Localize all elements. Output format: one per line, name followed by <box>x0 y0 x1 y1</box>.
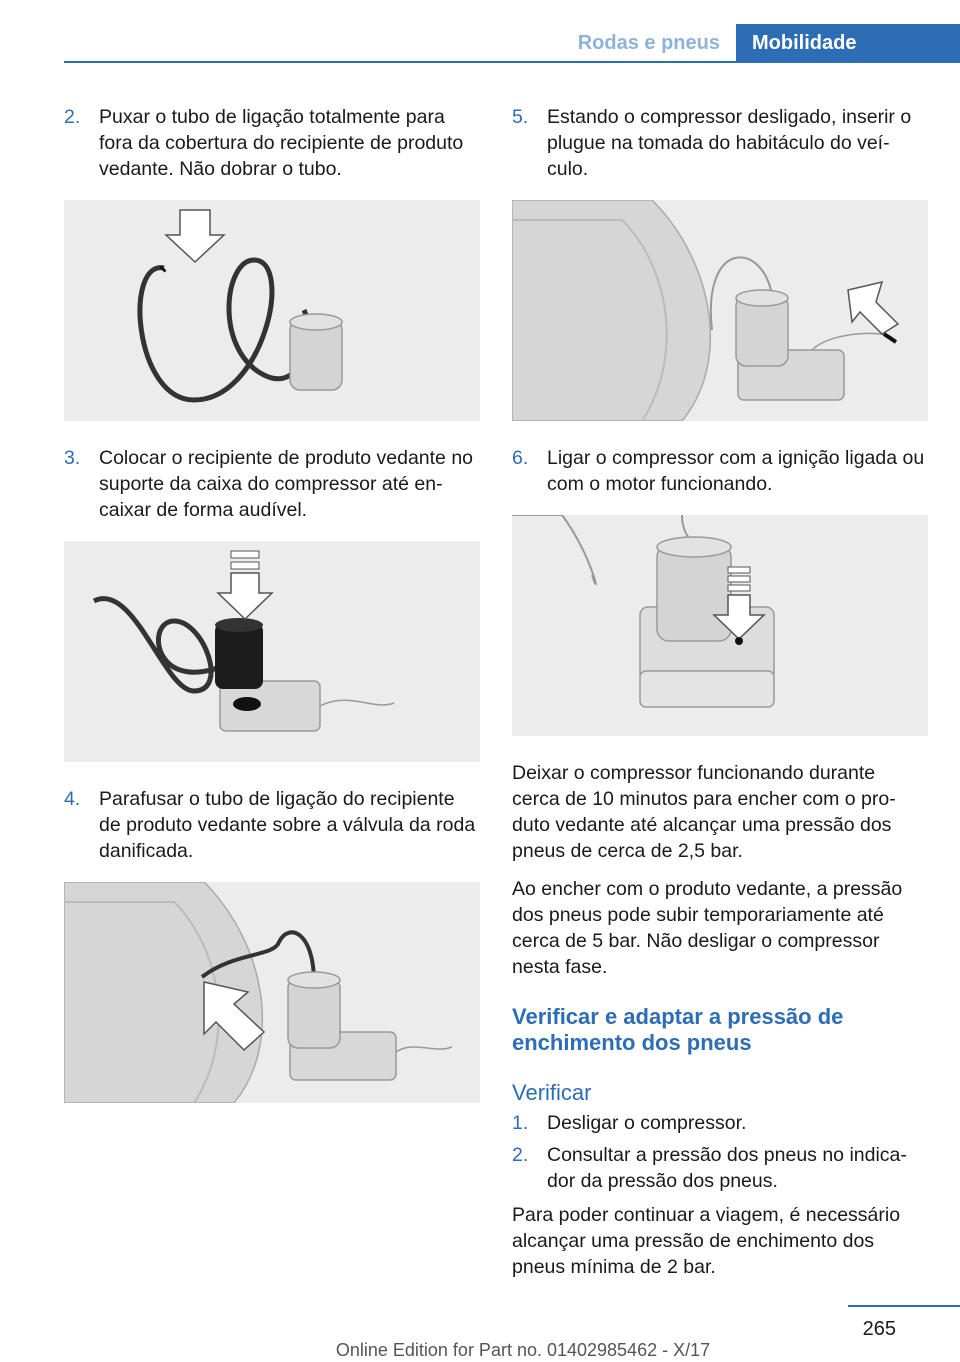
footer-rule <box>848 1305 960 1307</box>
edition-text: Online Edition for Part no. 01402985462 - X/17 <box>335 1340 711 1360</box>
step-3-place-container <box>64 445 480 523</box>
down-right-arrow-icon <box>848 282 898 334</box>
minimum-pressure-paragraph: Para poder continuar a viagem, é necessário alcançar uma pressão de enchimento dos pneus mínima de 2 bar. <box>512 1204 901 1278</box>
step-text: Consultar a pressão dos pneus no indica‐ dor da pressão dos pneus. <box>547 1144 907 1192</box>
step-number: 3. <box>64 447 81 469</box>
figure-compressor-button <box>512 515 928 736</box>
check-step-1 <box>512 1110 928 1136</box>
step-6-start-compressor <box>512 445 928 497</box>
header-rule <box>64 61 960 63</box>
page-number: 265 <box>862 1318 896 1340</box>
right-column <box>512 104 928 1292</box>
container-compressor-illustration <box>64 541 480 762</box>
figure-hose-to-valve <box>64 882 480 1103</box>
step-number: 2. <box>512 1144 529 1166</box>
subsection-heading: Verificar <box>512 1080 592 1105</box>
step-number: 4. <box>64 788 81 810</box>
figure-container-on-compressor <box>64 541 480 762</box>
page-header <box>0 24 960 62</box>
step-number: 1. <box>512 1112 529 1134</box>
down-arrow-icon <box>218 573 272 619</box>
section-tab[interactable]: Rodas e pneus <box>577 32 720 54</box>
down-arrow-icon <box>166 210 224 262</box>
step-text: Ligar o compressor com a ignição ligada ou com o motor funcionando. <box>547 447 925 495</box>
chapter-tab[interactable]: Mobilidade <box>736 24 960 62</box>
edition-line <box>0 1340 960 1361</box>
step-5-insert-plug <box>512 104 928 182</box>
step-text: Colocar o recipiente de produto vedante no suporte da caixa do compressor até en‐ caixar de forma audível. <box>99 447 474 521</box>
pressure-warning-paragraph: Ao encher com o produto vedante, a pressão dos pneus pode subir temporariamente até cerca de 5 bar. Não desligar o compressor nesta fase. <box>512 878 903 978</box>
step-number: 5. <box>512 106 529 128</box>
step-number: 2. <box>64 106 81 128</box>
figure-plug-socket <box>512 200 928 421</box>
step-text: Parafusar o tubo de ligação do recipiente de produto vedante sobre a válvula da roda danificada. <box>99 788 476 862</box>
compressor-button-illustration <box>512 515 928 736</box>
step-text: Puxar o tubo de ligação totalmente para fora da cobertura do recipiente de produto vedante. Não dobrar o tubo. <box>99 106 464 180</box>
step-2-pull-hose <box>64 104 480 182</box>
plug-socket-illustration <box>512 200 928 421</box>
figure-hose-container <box>64 200 480 421</box>
fill-duration-paragraph: Deixar o compressor funcionando durante cerca de 10 minutos para encher com o pro‐ duto vedante até alcançar uma pressão dos pneus de cerca de 2,5 bar. <box>512 762 896 862</box>
hose-valve-illustration <box>64 882 480 1103</box>
step-text: Estando o compressor desligado, inserir o plugue na tomada do habitáculo do veí‐ culo. <box>547 106 912 180</box>
section-heading: Verificar e adaptar a pressão de enchimento dos pneus <box>512 1004 844 1055</box>
check-step-2 <box>512 1142 928 1194</box>
step-4-screw-hose <box>64 786 480 864</box>
hose-container-illustration <box>64 200 480 421</box>
step-number: 6. <box>512 447 529 469</box>
left-column <box>64 104 480 1127</box>
step-text: Desligar o compressor. <box>547 1112 747 1134</box>
